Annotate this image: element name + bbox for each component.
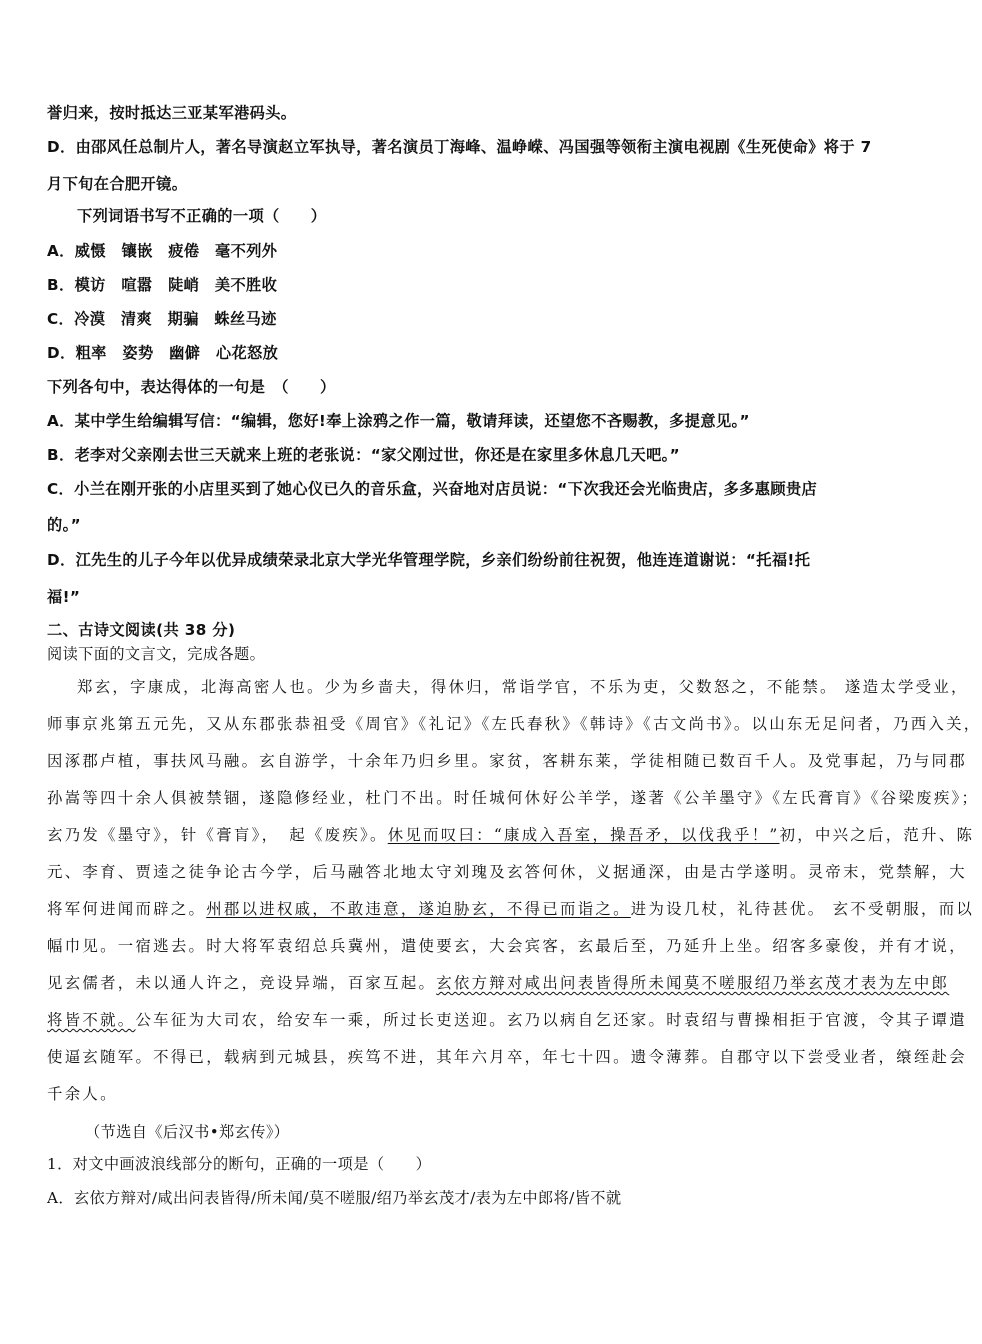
passage-text: 将军何进闻而辟之。	[47, 900, 207, 918]
prev-question-option-c-tail: 誉归来，按时抵达三亚某军港码头。	[47, 104, 297, 122]
wavy-underlined-text: 玄依方辩对咸出问表皆得所未闻莫不嗟服绍乃举玄茂才表为左中郎	[436, 974, 950, 992]
passage-line	[47, 973, 949, 993]
expression-question-stem: 下列各句中，表达得体的一句是 （ ）	[47, 378, 336, 396]
passage-line	[47, 899, 974, 919]
passage-text: 见玄儒者，未以通人许之，竞设异端，百家互起。	[47, 974, 437, 992]
underlined-sentence: 州郡以进权戚，不敢违意，遂迫胁玄，不得已而诣之。	[206, 900, 631, 918]
words-option-d: D．粗率 姿势 幽僻 心花怒放	[47, 344, 279, 362]
expression-option-d-line2: 福!”	[47, 588, 81, 606]
passage-line: 元、李育、贾逵之徒争论古今学，后马融答北地太守刘瑰及玄答何休，义据通深，由是古学遂明。灵帝末，党禁解，大	[47, 863, 967, 881]
words-option-c: C．冷漠 清爽 期骗 蛛丝马迹	[47, 310, 277, 328]
passage-line: 师事京兆第五元先，又从东郡张恭祖受《周官》《礼记》《左氏春秋》《韩诗》《古文尚书》。以山东无足问者，乃西入关，	[47, 715, 982, 733]
underlined-sentence: 休见而叹曰：“康成入吾室，操吾矛，以伐我乎！”	[387, 826, 780, 844]
words-option-b: B．模访 喧嚣 陡峭 美不胜收	[47, 276, 278, 294]
passage-line: 千余人。	[47, 1085, 118, 1103]
passage-line: 孙嵩等四十余人俱被禁锢，遂隐修经业，杜门不出。时任城何休好公羊学，遂著《公羊墨守》《左氏膏肓》《谷梁废疾》；	[47, 789, 980, 807]
prev-question-option-d-line2: 月下旬在合肥开镜。	[47, 175, 188, 193]
passage-line	[47, 1010, 967, 1030]
passage-source: （节选自《后汉书•郑玄传》）	[85, 1123, 290, 1141]
prev-question-option-d-line1: D．由邵风任总制片人，著名导演赵立军执导，著名演员丁海峰、温峥嵘、冯国强等领衔主演电视剧《生死使命》将于 7	[47, 138, 872, 156]
words-question-stem: 下列词语书写不正确的一项（ ）	[77, 207, 327, 225]
expression-option-c-line1: C．小兰在刚开张的小店里买到了她心仪已久的音乐盒，兴奋地对店员说：“下次我还会光临贵店，多多惠顾贵店	[47, 480, 818, 498]
passage-text: 公车征为大司农，给安车一乘，所过长吏送迎。玄乃以病自乞还家。时袁绍与曹操相拒于官渡，令其子谭遣	[135, 1011, 967, 1029]
expression-option-d-line1: D．江先生的儿子今年以优异成绩荣录北京大学光华管理学院，乡亲们纷纷前往祝贺，他连连道谢说：“托福!托	[47, 551, 811, 569]
words-option-a: A．威慑 镶嵌 疲倦 毫不列外	[47, 242, 278, 260]
expression-option-c-line2: 的。”	[47, 516, 81, 534]
passage-text: 进为设几杖，礼待甚优。 玄不受朝服，而以	[630, 900, 975, 918]
passage-line: 幅巾见。一宿逃去。时大将军袁绍总兵冀州，遣使要玄，大会宾客，玄最后至，乃延升上坐。绍客多豪俊，并有才说，	[47, 937, 967, 955]
expression-option-a: A．某中学生给编辑写信：“编辑，您好!奉上涂鸦之作一篇，敬请拜读，还望您不吝赐教，多提意见。”	[47, 412, 750, 430]
question-1-stem: 1．对文中画波浪线部分的断句，正确的一项是（ ）	[47, 1155, 432, 1173]
passage-line: 因涿郡卢植，事扶风马融。玄自游学，十余年乃归乡里。家贫，客耕东莱，学徒相随已数百千人。及党事起，乃与同郡	[47, 752, 967, 770]
passage-line	[47, 825, 974, 845]
section-intro: 阅读下面的文言文，完成各题。	[47, 645, 266, 663]
expression-option-b: B．老李对父亲刚去世三天就来上班的老张说：“家父刚过世，你还是在家里多休息几天吧。”	[47, 446, 681, 464]
passage-line: 使逼玄随军。不得已，载病到元城县，疾笃不进，其年六月卒，年七十四。遗令薄葬。自郡守以下尝受业者，缞绖赴会	[47, 1048, 967, 1066]
question-1-option-a: A．玄依方辩对/咸出问表皆得/所未闻/莫不嗟服/绍乃举玄茂才/表为左中郎将/皆不就	[47, 1189, 622, 1207]
section-heading: 二、古诗文阅读(共 38 分)	[47, 621, 236, 639]
passage-line: 郑玄，字康成，北海高密人也。少为乡啬夫，得休归，常诣学官，不乐为吏，父数怒之，不能禁。 遂造太学受业，	[77, 678, 969, 696]
wavy-underlined-text: 将皆不就。	[47, 1011, 136, 1029]
passage-text: 玄乃发《墨守》，针《膏肓》， 起《废疾》。	[47, 826, 388, 844]
passage-text: 初，中兴之后，范升、陈	[779, 826, 975, 844]
